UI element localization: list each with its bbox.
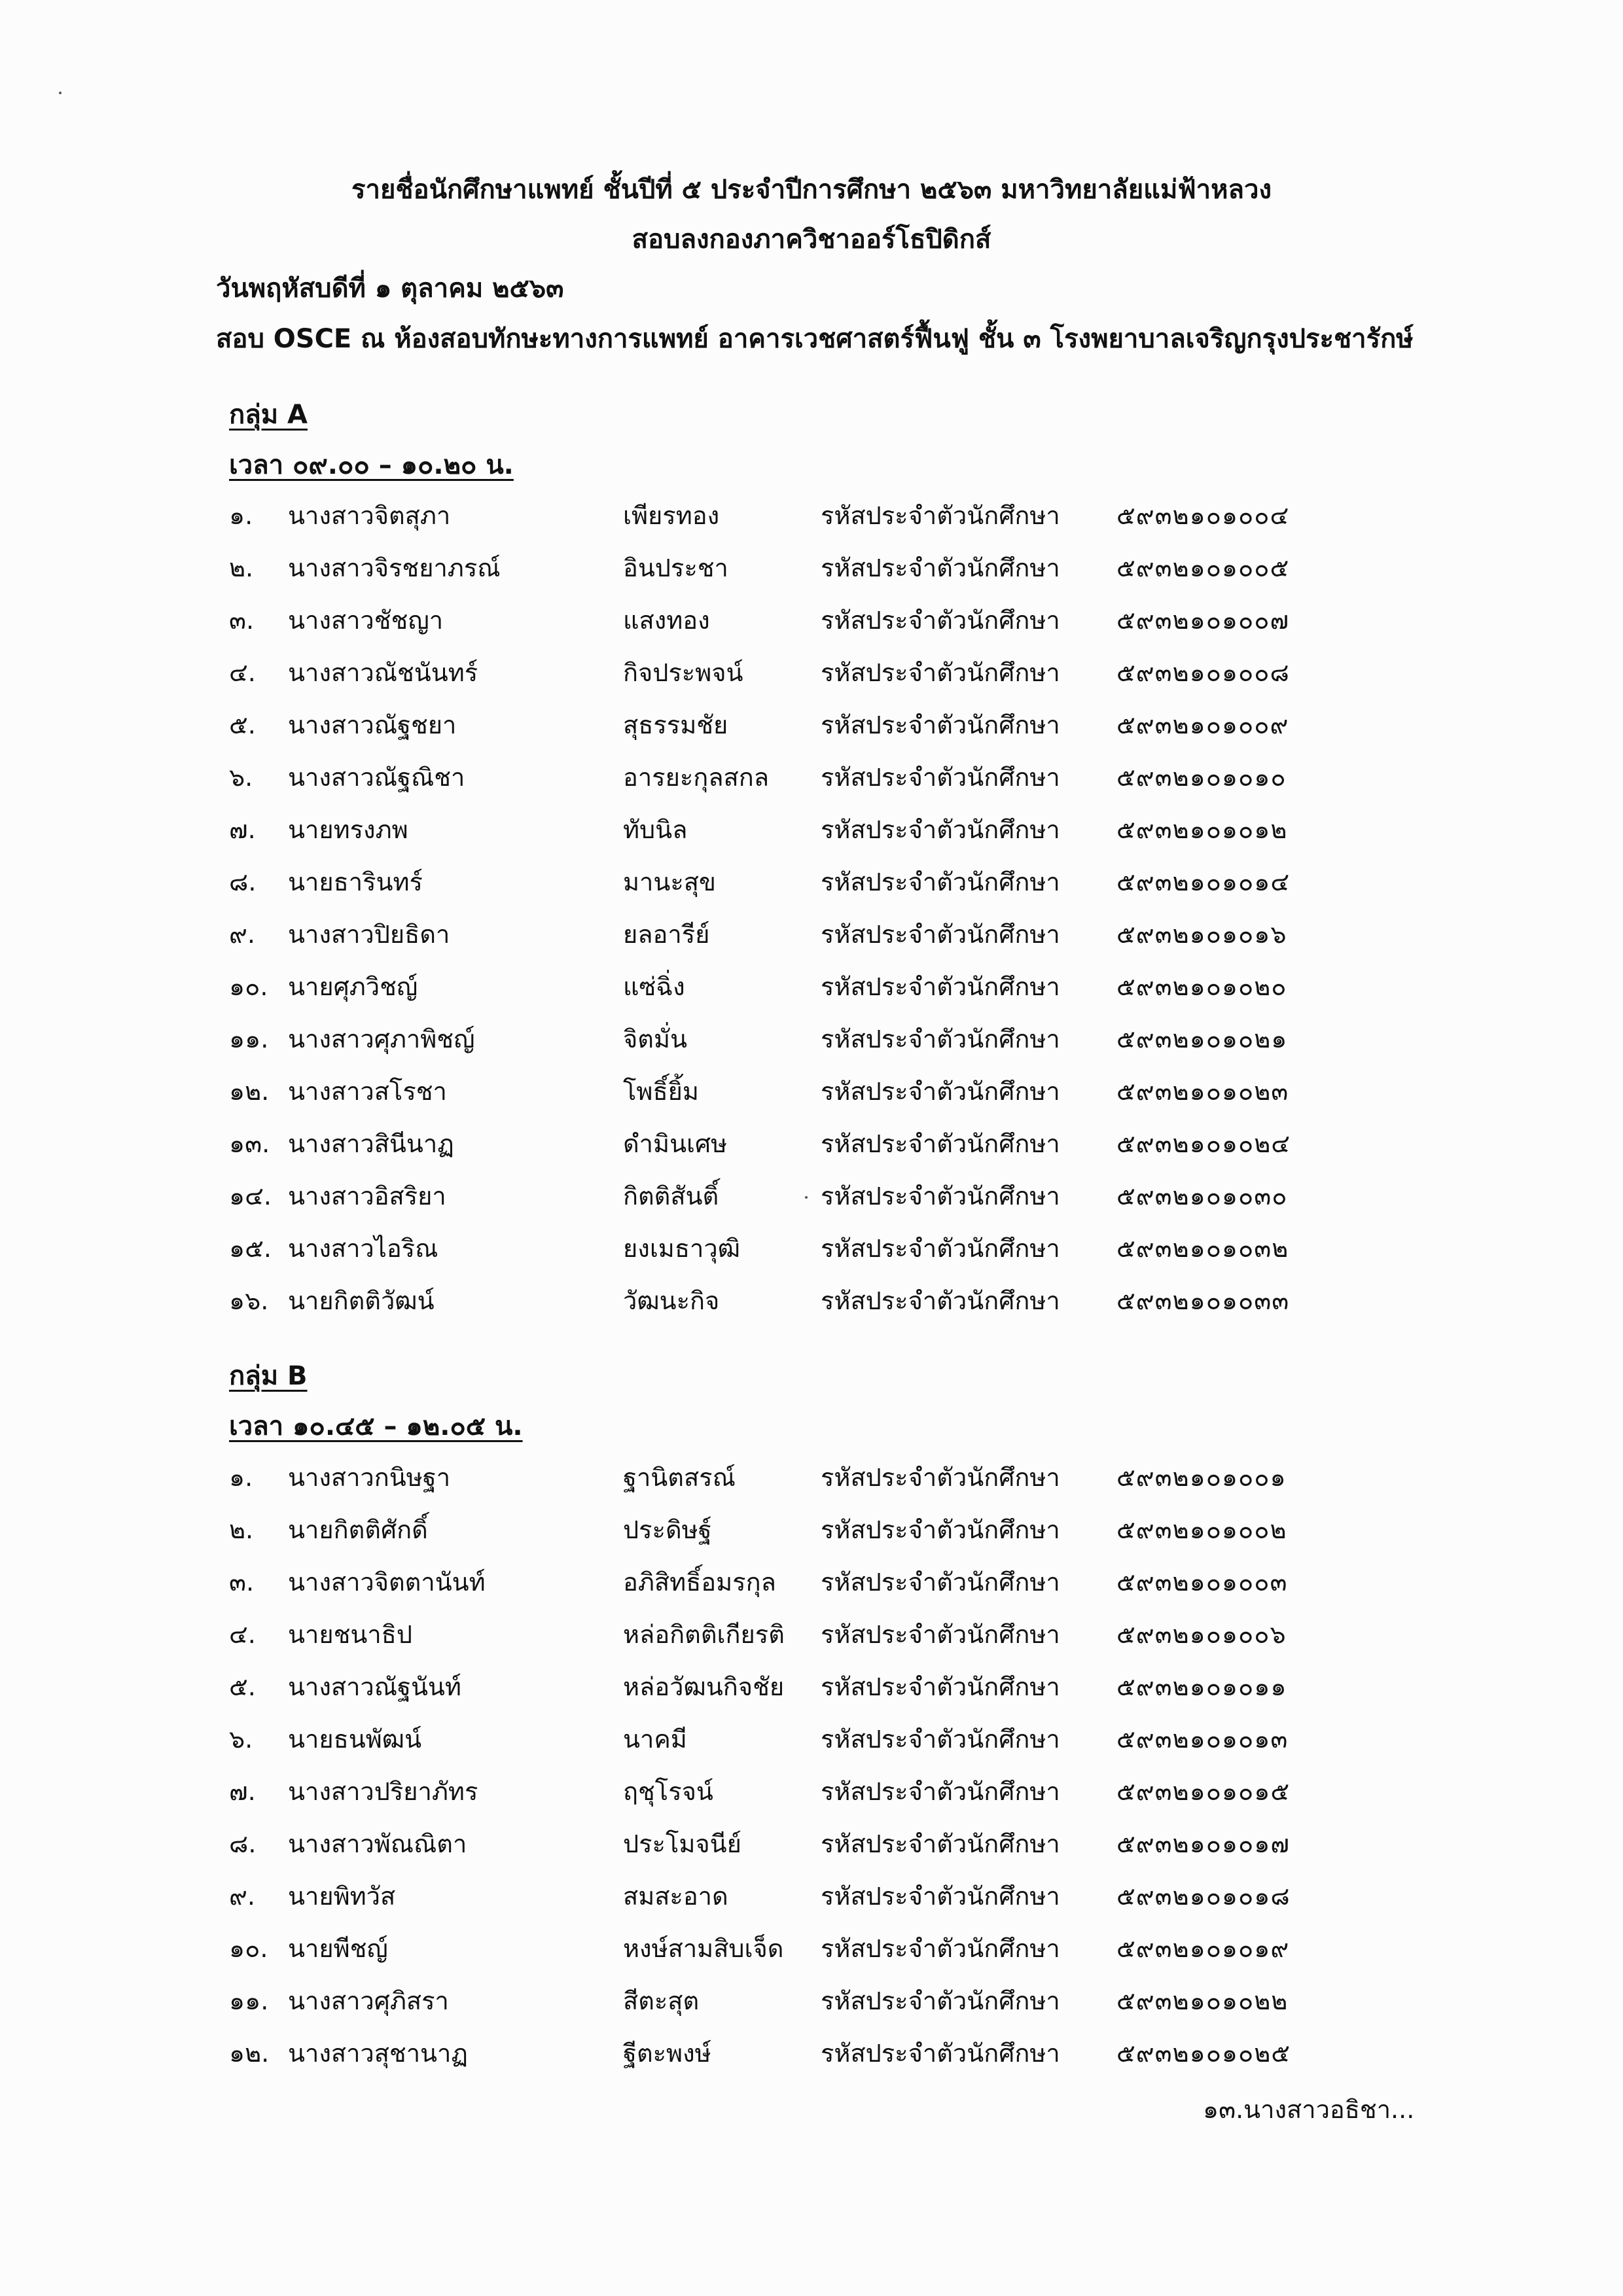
student-id: ๕๙๓๒๑๐๑๐๒๓ (1116, 1077, 1289, 1106)
student-id: ๕๙๓๒๑๐๑๐๒๔ (1116, 1129, 1291, 1158)
student-row (0, 1014, 1623, 1067)
student-id: ๕๙๓๒๑๐๑๐๐๘ (1116, 658, 1290, 687)
student-last-name: หล่อกิตติเกียรติ (623, 1620, 785, 1649)
student-last-name: กิจประพจน์ (623, 658, 743, 687)
student-id-label: รหัสประจำตัวนักศึกษา (821, 1463, 1060, 1492)
student-id: ๕๙๓๒๑๐๑๐๒๕ (1116, 2039, 1291, 2068)
student-last-name: นาคมี (623, 1725, 687, 1754)
student-id-label: รหัสประจำตัวนักศึกษา (821, 606, 1060, 635)
student-last-name: สีตะสุต (623, 1987, 700, 2015)
student-last-name: ฐีตะพงษ์ (623, 2039, 711, 2068)
student-first-name: นางสาวปริยาภัทร (288, 1777, 478, 1806)
student-id: ๕๙๓๒๑๐๑๐๑๗ (1116, 1829, 1290, 1858)
scan-speck (59, 92, 62, 94)
group-a-time: เวลา ๐๙.๐๐ – ๑๐.๒๐ น. (229, 450, 514, 480)
student-first-name: นางสาวศุภาพิชญ์ (288, 1025, 475, 1053)
student-number: ๒. (229, 1515, 254, 1544)
student-first-name: นายธารินทร์ (288, 868, 423, 896)
student-row (0, 700, 1623, 752)
student-id: ๕๙๓๒๑๐๑๐๐๑ (1116, 1463, 1287, 1492)
student-id-label: รหัสประจำตัวนักศึกษา (821, 815, 1060, 844)
student-id-label: รหัสประจำตัวนักศึกษา (821, 1725, 1060, 1754)
student-row (0, 1767, 1623, 1819)
student-id-label: รหัสประจำตัวนักศึกษา (821, 1568, 1060, 1597)
student-row (0, 1924, 1623, 1976)
student-row (0, 1067, 1623, 1119)
student-row (0, 543, 1623, 595)
student-id: ๕๙๓๒๑๐๑๐๑๒ (1116, 815, 1288, 844)
student-id: ๕๙๓๒๑๐๑๐๐๓ (1116, 1568, 1288, 1597)
student-first-name: นายกิตติวัฒน์ (288, 1286, 435, 1315)
student-first-name: นายทรงภพ (288, 815, 408, 844)
student-last-name: ทับนิล (623, 815, 688, 844)
student-number: ๗. (229, 815, 256, 844)
student-first-name: นายชนาธิป (288, 1620, 412, 1649)
student-id-label: รหัสประจำตัวนักศึกษา (821, 920, 1060, 949)
student-id: ๕๙๓๒๑๐๑๐๐๗ (1116, 606, 1290, 635)
student-first-name: นางสาวศุภิสรา (288, 1987, 449, 2015)
student-row (0, 1224, 1623, 1276)
student-row (0, 1976, 1623, 2028)
student-last-name: กิตติสันติ์ (623, 1182, 719, 1210)
student-id: ๕๙๓๒๑๐๑๐๑๙ (1116, 1934, 1290, 1963)
student-id-label: รหัสประจำตัวนักศึกษา (821, 554, 1060, 582)
student-row (0, 1610, 1623, 1662)
student-id-label: รหัสประจำตัวนักศึกษา (821, 1829, 1060, 1858)
student-id: ๕๙๓๒๑๐๑๐๐๒ (1116, 1515, 1287, 1544)
student-id: ๕๙๓๒๑๐๑๐๑๕ (1116, 1777, 1291, 1806)
student-last-name: มานะสุข (623, 868, 716, 896)
student-number: ๑๔. (229, 1182, 272, 1210)
student-number: ๔. (229, 1620, 256, 1649)
student-id-label: รหัสประจำตัวนักศึกษา (821, 1286, 1060, 1315)
student-first-name: นายพีชญ์ (288, 1934, 388, 1963)
student-row (0, 491, 1623, 543)
student-id: ๕๙๓๒๑๐๑๐๑๖ (1116, 920, 1287, 949)
student-id-label: รหัสประจำตัวนักศึกษา (821, 658, 1060, 687)
student-row (0, 1662, 1623, 1714)
student-row (0, 2028, 1623, 2081)
student-number: ๖. (229, 1725, 253, 1754)
student-id-label: รหัสประจำตัวนักศึกษา (821, 1129, 1060, 1158)
student-row (0, 1119, 1623, 1171)
student-id: ๕๙๓๒๑๐๑๐๑๘ (1116, 1882, 1291, 1911)
student-first-name: นางสาวพัณณิตา (288, 1829, 467, 1858)
student-number: ๑๑. (229, 1025, 269, 1053)
student-last-name: แซ่ฉิ่ง (623, 972, 685, 1001)
student-row (0, 857, 1623, 910)
student-number: ๖. (229, 763, 253, 792)
student-last-name: อภิสิทธิ์อมรกุล (623, 1568, 776, 1597)
student-number: ๒. (229, 554, 254, 582)
student-first-name: นางสาวปิยธิดา (288, 920, 450, 949)
student-row (0, 962, 1623, 1014)
student-number: ๔. (229, 658, 256, 687)
group-b-heading: กลุ่ม B (229, 1361, 308, 1391)
student-first-name: นางสาวณัฐณิชา (288, 763, 465, 792)
student-first-name: นายศุภวิชญ์ (288, 972, 418, 1001)
student-first-name: นางสาวณัฐนันท์ (288, 1672, 461, 1701)
student-id-label: รหัสประจำตัวนักศึกษา (821, 763, 1060, 792)
student-id-label: รหัสประจำตัวนักศึกษา (821, 1515, 1060, 1544)
student-last-name: โพธิ์ยิ้ม (623, 1077, 699, 1106)
student-id-label: รหัสประจำตัวนักศึกษา (821, 501, 1060, 530)
student-id-label: รหัสประจำตัวนักศึกษา (821, 1182, 1060, 1210)
student-row (0, 1453, 1623, 1505)
student-last-name: หล่อวัฒนกิจชัย (623, 1672, 785, 1701)
student-last-name: หงษ์สามสิบเจ็ด (623, 1934, 784, 1963)
student-id: ๕๙๓๒๑๐๑๐๑๓ (1116, 1725, 1289, 1754)
student-id-label: รหัสประจำตัวนักศึกษา (821, 972, 1060, 1001)
student-number: ๑๐. (229, 972, 268, 1001)
student-id: ๕๙๓๒๑๐๑๐๓๓ (1116, 1286, 1290, 1315)
student-number: ๘. (229, 1829, 257, 1858)
student-number: ๑๒. (229, 2039, 270, 2068)
student-first-name: นางสาวอิสริยา (288, 1182, 446, 1210)
student-id: ๕๙๓๒๑๐๑๐๓๒ (1116, 1234, 1289, 1263)
student-row (0, 910, 1623, 962)
student-number: ๘. (229, 868, 257, 896)
student-id: ๕๙๓๒๑๐๑๐๐๙ (1116, 711, 1289, 739)
student-first-name: นางสาวจิตสุภา (288, 501, 451, 530)
scan-speck (805, 1196, 808, 1199)
student-number: ๓. (229, 606, 255, 635)
student-last-name: ยงเมธาวุฒิ (623, 1234, 741, 1263)
student-id-label: รหัสประจำตัวนักศึกษา (821, 1620, 1060, 1649)
student-first-name: นางสาวสโรชา (288, 1077, 447, 1106)
student-number: ๑. (229, 1463, 253, 1492)
student-first-name: นางสาวไอริณ (288, 1234, 438, 1263)
student-id: ๕๙๓๒๑๐๑๐๑๑ (1116, 1672, 1287, 1701)
student-id: ๕๙๓๒๑๐๑๐๒๑ (1116, 1025, 1288, 1053)
student-first-name: นายธนพัฒน์ (288, 1725, 422, 1754)
student-last-name: ประดิษฐ์ (623, 1515, 712, 1544)
student-first-name: นายกิตติศักดิ์ (288, 1515, 428, 1544)
student-number: ๕. (229, 711, 256, 739)
student-id-label: รหัสประจำตัวนักศึกษา (821, 1077, 1060, 1106)
student-id: ๕๙๓๒๑๐๑๐๓๐ (1116, 1182, 1288, 1210)
student-row (0, 805, 1623, 857)
student-last-name: ฐานิตสรณ์ (623, 1463, 736, 1492)
student-row (0, 1819, 1623, 1871)
student-number: ๑๒. (229, 1077, 270, 1106)
document-subtitle: สอบลงกองภาควิชาออร์โธปิดิกส์ (632, 224, 991, 255)
student-number: ๑๐. (229, 1934, 268, 1963)
student-id-label: รหัสประจำตัวนักศึกษา (821, 2039, 1060, 2068)
student-id-label: รหัสประจำตัวนักศึกษา (821, 1777, 1060, 1806)
student-id: ๕๙๓๒๑๐๑๐๐๖ (1116, 1620, 1287, 1649)
student-first-name: นางสาวจิรชยาภรณ์ (288, 554, 501, 582)
student-last-name: สมสะอาด (623, 1882, 728, 1911)
student-number: ๑๑. (229, 1987, 269, 2015)
student-number: ๙. (229, 1882, 255, 1911)
student-number: ๕. (229, 1672, 256, 1701)
student-number: ๓. (229, 1568, 255, 1597)
student-last-name: อินประชา (623, 554, 728, 582)
student-id-label: รหัสประจำตัวนักศึกษา (821, 1672, 1060, 1701)
group-b-time: เวลา ๑๐.๔๕ – ๑๒.๐๕ น. (229, 1411, 523, 1441)
student-first-name: นางสาวณัฐชยา (288, 711, 457, 739)
student-id: ๕๙๓๒๑๐๑๐๒๒ (1116, 1987, 1289, 2015)
page-continuation: ๑๓.นางสาวอธิชา... (1203, 2095, 1415, 2124)
student-last-name: อารยะกุลสกล (623, 763, 770, 792)
student-row (0, 648, 1623, 700)
student-number: ๑๕. (229, 1234, 272, 1263)
group-b-student-list (0, 1453, 1623, 2081)
student-last-name: วัฒนะกิจ (623, 1286, 720, 1315)
student-number: ๙. (229, 920, 255, 949)
student-row (0, 1505, 1623, 1557)
student-row (0, 1171, 1623, 1224)
student-row (0, 1714, 1623, 1767)
student-first-name: นางสาวสุชานาฏ (288, 2039, 468, 2068)
student-first-name: นางสาวชัชญา (288, 606, 444, 635)
student-id: ๕๙๓๒๑๐๑๐๒๐ (1116, 972, 1287, 1001)
group-a-student-list (0, 491, 1623, 1328)
student-id-label: รหัสประจำตัวนักศึกษา (821, 711, 1060, 739)
student-last-name: ยลอารีย์ (623, 920, 710, 949)
student-id-label: รหัสประจำตัวนักศึกษา (821, 1025, 1060, 1053)
student-row (0, 595, 1623, 648)
student-first-name: นางสาวกนิษฐา (288, 1463, 451, 1492)
student-first-name: นางสาวณัชนันทร์ (288, 658, 478, 687)
student-first-name: นายพิทวัส (288, 1882, 396, 1911)
student-last-name: ฤชุโรจน์ (623, 1777, 713, 1806)
exam-location: สอบ OSCE ณ ห้องสอบทักษะทางการแพทย์ อาคารเวชศาสตร์ฟื้นฟู ชั้น ๓ โรงพยาบาลเจริญกรุงประชารักษ์ (216, 324, 1414, 354)
student-number: ๗. (229, 1777, 256, 1806)
exam-date: วันพฤหัสบดีที่ ๑ ตุลาคม ๒๕๖๓ (216, 274, 564, 304)
student-number: ๑๖. (229, 1286, 269, 1315)
student-row (0, 1276, 1623, 1328)
student-row (0, 1557, 1623, 1610)
student-last-name: แสงทอง (623, 606, 710, 635)
student-last-name: เพียรทอง (623, 501, 720, 530)
student-id: ๕๙๓๒๑๐๑๐๐๕ (1116, 554, 1290, 582)
group-a-heading: กลุ่ม A (229, 400, 308, 430)
student-first-name: นางสาวจิตตานันท์ (288, 1568, 486, 1597)
student-number: ๑. (229, 501, 253, 530)
student-last-name: ประโมจนีย์ (623, 1829, 741, 1858)
student-id-label: รหัสประจำตัวนักศึกษา (821, 868, 1060, 896)
student-first-name: นางสาวสินีนาฏ (288, 1129, 454, 1158)
student-id-label: รหัสประจำตัวนักศึกษา (821, 1934, 1060, 1963)
student-id-label: รหัสประจำตัวนักศึกษา (821, 1234, 1060, 1263)
student-last-name: จิตมั่น (623, 1025, 687, 1053)
student-id-label: รหัสประจำตัวนักศึกษา (821, 1987, 1060, 2015)
student-id: ๕๙๓๒๑๐๑๐๑๐ (1116, 763, 1287, 792)
document-title: รายชื่อนักศึกษาแพทย์ ชั้นปีที่ ๕ ประจำปีการศึกษา ๒๕๖๓ มหาวิทยาลัยแม่ฟ้าหลวง (351, 175, 1272, 205)
student-id-label: รหัสประจำตัวนักศึกษา (821, 1882, 1060, 1911)
student-row (0, 1871, 1623, 1924)
student-last-name: ดำมินเศษ (623, 1129, 728, 1158)
student-id: ๕๙๓๒๑๐๑๐๑๔ (1116, 868, 1291, 896)
student-number: ๑๓. (229, 1129, 270, 1158)
student-id: ๕๙๓๒๑๐๑๐๐๔ (1116, 501, 1290, 530)
student-last-name: สุธรรมชัย (623, 711, 728, 739)
student-row (0, 752, 1623, 805)
